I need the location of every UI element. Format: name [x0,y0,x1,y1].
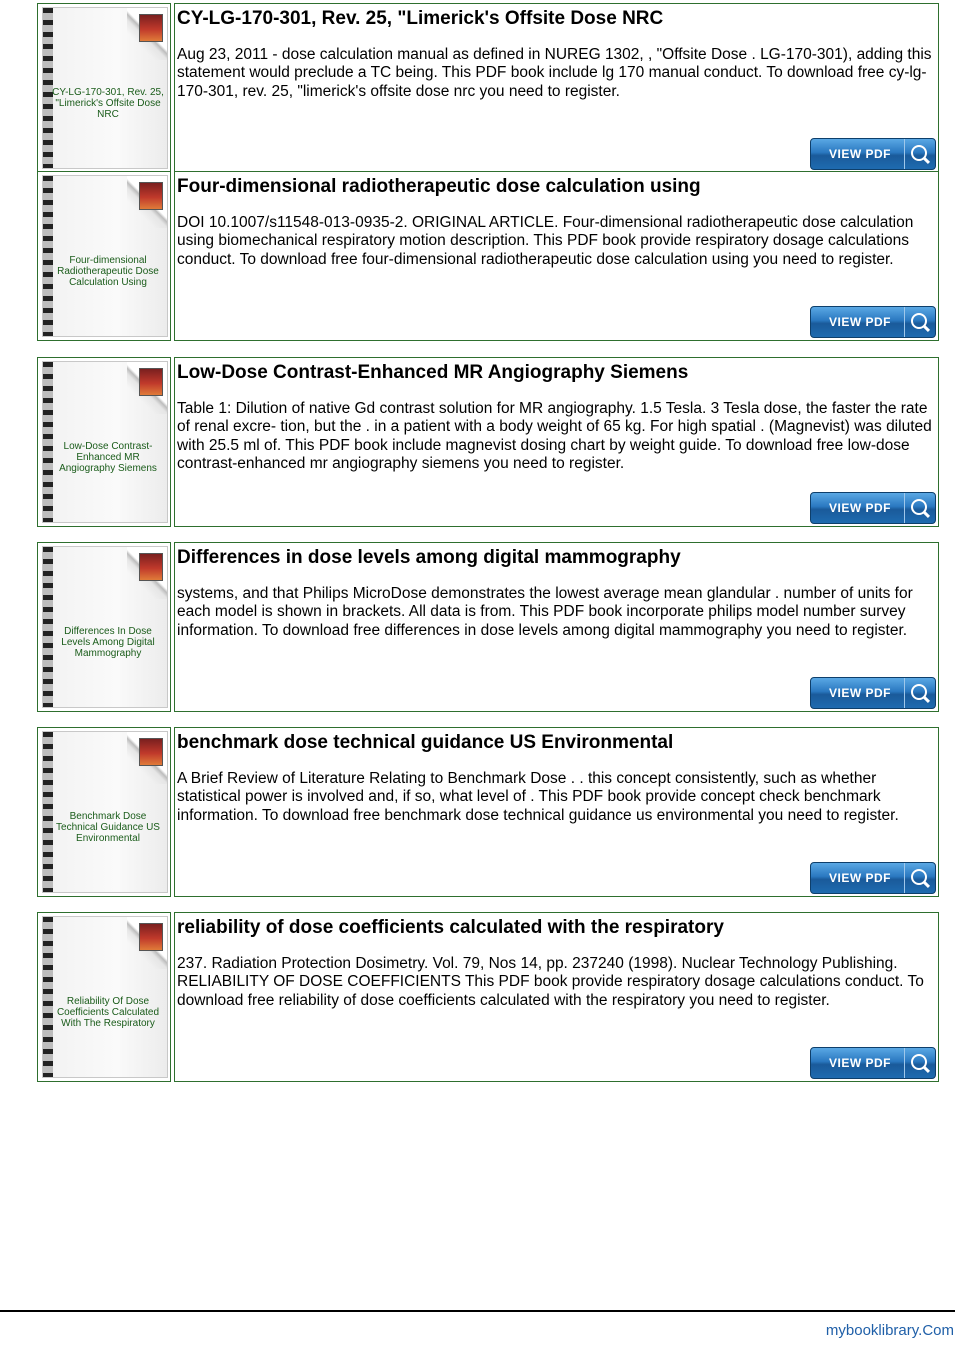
book-logo-icon [139,923,163,951]
footer-site-link[interactable]: mybooklibrary.Com [825,1322,954,1339]
magnifier-icon [904,307,935,337]
magnifier-icon [904,139,935,169]
entry-6 [37,912,939,1082]
book-logo-icon [139,553,163,581]
entry-1 [37,3,939,173]
view-pdf-button[interactable] [810,306,936,338]
entry-description: 237. Radiation Protection Dosimetry. Vol. 79, Nos 14, pp. 237240 (1998). Nuclear Technology Publishing. RELIABILITY OF DOSE COEFFICIENTS This PDF book provide respiratory dosage calculations conduct. To download free reliability of dose coefficients calculated with the respiratory you need to register. [177,955,924,1009]
book-logo-icon [139,14,163,42]
entry-description: Table 1: Dilution of native Gd contrast solution for MR angiography. 1.5 Tesla. 3 Tesla dose, the faster the rate of renal excre- tion, but the . in a patient with a body weight of 65 kg. For high spatial . (Magnevist) was diluted with 25.5 ml of. This PDF book include magnevist dosing chart by weight guide. To download free low-dose contrast-enhanced mr angiography siemens you need to register. [177,400,932,473]
entry-title[interactable]: Differences in dose levels among digital mammography [177,547,681,568]
book-cover [42,731,168,893]
book-thumbnail[interactable] [37,3,171,173]
book-logo-icon [139,182,163,210]
entry-description: DOI 10.1007/s11548-013-0935-2. ORIGINAL ARTICLE. Four-dimensional radiotherapeutic dose calculation using biomechanical respiratory motion description. This PDF book provide respiratory dosage calculations conduct. To download free four-dimensional radiotherapeutic dose calculation using you need to register. [177,214,914,268]
view-pdf-button[interactable] [810,138,936,170]
entry-4 [37,542,939,712]
book-logo-icon [139,738,163,766]
view-pdf-label: VIEW PDF [829,686,892,700]
book-thumbnail[interactable] [37,912,171,1082]
view-pdf-button[interactable] [810,677,936,709]
book-cover [42,546,168,708]
view-pdf-label: VIEW PDF [829,871,892,885]
thumbnail-title: Benchmark Dose Technical Guidance US Environmental [56,810,160,844]
magnifier-icon [904,678,935,708]
entry-3 [37,357,939,527]
view-pdf-button[interactable] [810,1047,936,1079]
entry-title[interactable]: CY-LG-170-301, Rev. 25, "Limerick's Offsite Dose NRC [177,8,664,29]
book-cover [42,361,168,523]
view-pdf-button[interactable] [810,492,936,524]
view-pdf-label: VIEW PDF [829,147,892,161]
book-thumbnail[interactable] [37,542,171,712]
book-thumbnail[interactable] [37,171,171,341]
entry-description: Aug 23, 2011 - dose calculation manual as defined in NUREG 1302, , "Offsite Dose . LG-170-301), adding this statement would preclude a TC being. This PDF book include lg 170 manual conduct. To download free cy-lg-170-301, rev. 25, "limerick's offsite dose nrc you need to register. [177,46,932,100]
entry-content [174,542,939,712]
thumbnail-title: Low-Dose Contrast-Enhanced MR Angiography Siemens [59,440,157,474]
book-cover [42,7,168,169]
entry-description: systems, and that Philips MicroDose demonstrates the lowest average mean glandular . number of units for each model is shown in brackets. All data is from. This PDF book incorporate philips model number survey information. To download free differences in dose levels among digital mammography you need to register. [177,585,913,639]
entry-title[interactable]: benchmark dose technical guidance US Environmental [177,732,674,753]
entry-title[interactable]: reliability of dose coefficients calculated with the respiratory [177,917,724,938]
view-pdf-label: VIEW PDF [829,315,892,329]
book-thumbnail[interactable] [37,727,171,897]
entry-5 [37,727,939,897]
magnifier-icon [904,863,935,893]
view-pdf-label: VIEW PDF [829,501,892,515]
thumbnail-title: Differences In Dose Levels Among Digital Mammography [61,625,155,659]
book-logo-icon [139,368,163,396]
view-pdf-label: VIEW PDF [829,1056,892,1070]
entry-content [174,727,939,897]
entry-content [174,357,939,527]
footer-divider [0,1310,955,1312]
book-thumbnail[interactable] [37,357,171,527]
entry-content [174,3,939,173]
entry-description: A Brief Review of Literature Relating to Benchmark Dose . . this concept consistently, such as whether statistical power is involved and, if so, what level of . This PDF book provide concept check benchmark information. To download free benchmark dose technical guidance us environmental you need to register. [177,770,899,824]
thumbnail-title: CY-LG-170-301, Rev. 25, "Limerick's Offsite Dose NRC [52,86,164,120]
entry-title[interactable]: Four-dimensional radiotherapeutic dose calculation using [177,176,701,197]
book-cover [42,175,168,337]
magnifier-icon [904,493,935,523]
thumbnail-title: Reliability Of Dose Coefficients Calculated With The Respiratory [56,995,160,1029]
entry-title[interactable]: Low-Dose Contrast-Enhanced MR Angiography Siemens [177,362,689,383]
view-pdf-button[interactable] [810,862,936,894]
magnifier-icon [904,1048,935,1078]
thumbnail-title: Four-dimensional Radiotherapeutic Dose Calculation Using [57,254,159,288]
entry-content [174,912,939,1082]
entry-content [174,171,939,341]
book-cover [42,916,168,1078]
entry-2 [37,171,939,341]
